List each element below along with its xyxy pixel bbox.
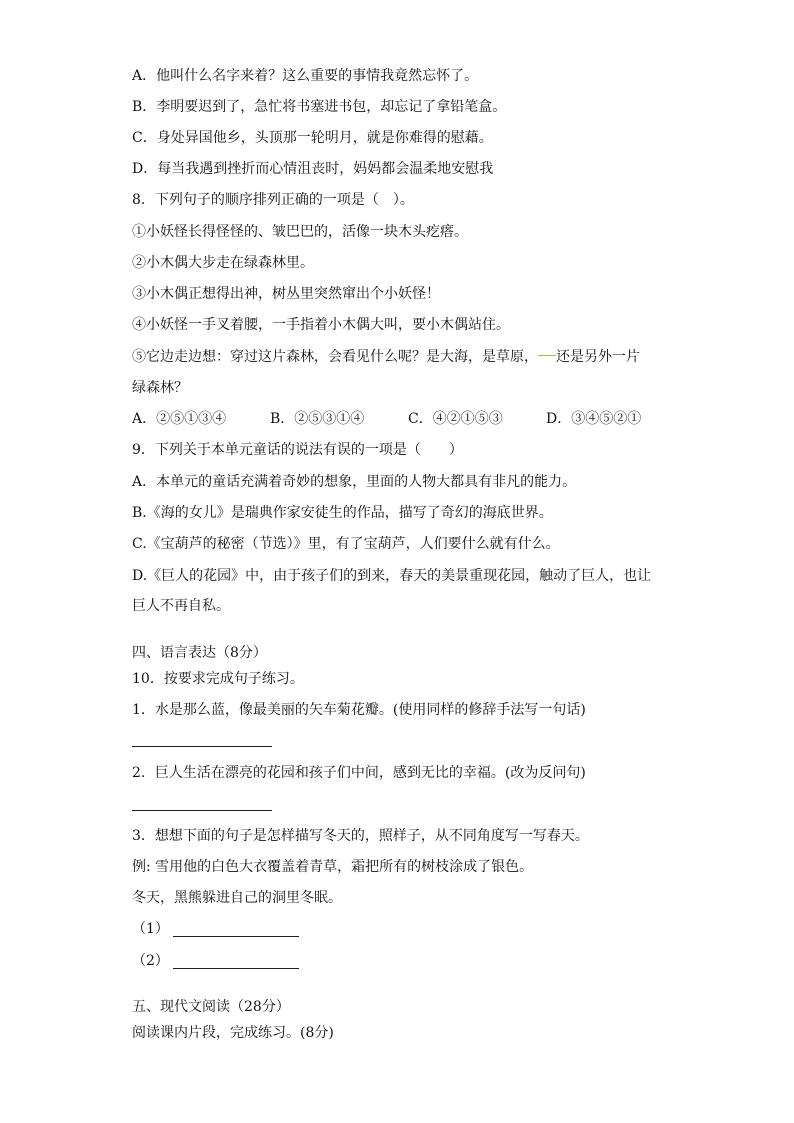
- q9-option-d: D.《巨人的花园》中，由于孩子们的到来，春天的美景重现花园，触动了巨人，也让: [132, 568, 652, 584]
- section5-heading: 五、现代文阅读（28分）: [132, 999, 290, 1015]
- example-sentence: 例: 雪用他的白色大衣覆盖着青草，霜把所有的树枝涂成了银色。: [132, 859, 534, 875]
- q10-item-1: 1．水是那么蓝，像最美丽的矢车菊花瓣。(使用同样的修辞手法写一句话): [132, 702, 586, 718]
- q8-stem: 8．下列句子的顺序排列正确的一项是（ ）。: [132, 192, 414, 208]
- spring-answer-2: [132, 951, 299, 971]
- q7-option-c: C．身处异国他乡，头顶那一轮明月，就是你难得的慰藉。: [132, 130, 493, 146]
- q8-sentence-5-cont: 绿森林？: [132, 380, 188, 396]
- q8-option-d: D．③④⑤②①: [546, 411, 642, 427]
- q8-sentence-5: [132, 347, 640, 367]
- q8-sentence-4: ④小妖怪一手叉着腰，一手指着小木偶大叫，要小木偶站住。: [132, 317, 510, 333]
- q7-option-a: A．他叫什么名字来着？这么重要的事情我竟然忘怀了。: [132, 68, 479, 84]
- q9-option-d-cont: 巨人不再自私。: [132, 598, 230, 614]
- spring-answer-1: [132, 919, 299, 939]
- q10-item-2: 2．巨人生活在漂亮的花园和孩子们中间，感到无比的幸福。(改为反问句): [132, 765, 586, 781]
- spring-answer-1-label: （1）: [132, 921, 169, 937]
- q8-option-b: B．②⑤③①④: [270, 411, 365, 427]
- spring-answer-2-blank[interactable]: [173, 968, 299, 969]
- q9-option-b: B.《海的女儿》是瑞典作家安徒生的作品，描写了奇幻的海底世界。: [132, 505, 553, 521]
- q8-option-a: A．②⑤①③④: [132, 411, 227, 427]
- section4-heading: 四、语言表达（8分）: [132, 645, 267, 661]
- q8-sentence-5-part-b: 还是另外一片: [556, 349, 640, 365]
- spring-answer-2-label: （2）: [132, 953, 169, 969]
- q8-sentence-5-part-a: ⑤它边走边想：穿过这片森林，会看见什么呢？是大海，是草原，: [132, 349, 538, 365]
- q7-option-d: D．每当我遇到挫折而心情沮丧时，妈妈都会温柔地安慰我: [132, 161, 494, 177]
- q7-option-b: B．李明要迟到了，急忙将书塞进书包，却忘记了拿铅笔盒。: [132, 99, 507, 115]
- answer-blank-2[interactable]: [132, 810, 272, 811]
- q8-sentence-1: ①小妖怪长得怪怪的、皱巴巴的，活像一块木头疙瘩。: [132, 224, 468, 240]
- q8-sentence-2: ②小木偶大步走在绿森林里。: [132, 255, 314, 271]
- section5-intro: 阅读课内片段，完成练习。(8分): [132, 1025, 334, 1041]
- q9-option-a: A．本单元的童话充满着奇妙的想象，里面的人物大都具有非凡的能力。: [132, 474, 577, 490]
- q9-stem: 9．下列关于本单元童话的说法有误的一项是（ ）: [132, 442, 463, 458]
- q9-option-c: C.《宝葫芦的秘密（节选）》里，有了宝葫芦，人们要什么就有什么。: [132, 536, 560, 552]
- q8-sentence-3: ③小木偶正想得出神，树丛里突然窜出个小妖怪！: [132, 286, 440, 302]
- q10-item-3: 3．想想下面的句子是怎样描写冬天的，照样子，从不同角度写一写春天。: [132, 828, 589, 844]
- q10-stem: 10．按要求完成句子练习。: [132, 671, 304, 687]
- answer-blank-1[interactable]: [132, 746, 272, 747]
- dash-mark: [538, 355, 556, 356]
- spring-answer-1-blank[interactable]: [173, 936, 299, 937]
- winter-sentence: 冬天，黑熊躲进自己的洞里冬眠。: [132, 890, 342, 906]
- q8-option-c: C．④②①⑤③: [408, 411, 503, 427]
